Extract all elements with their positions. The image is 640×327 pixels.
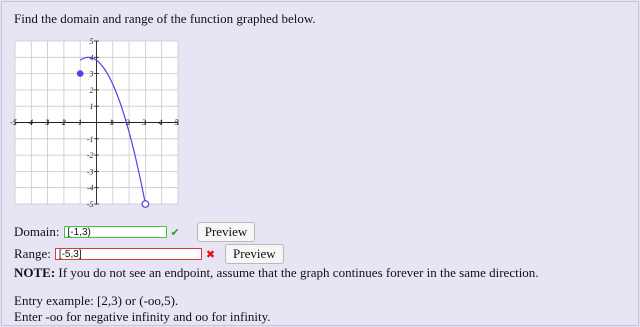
entry-example: Entry example: [2,3) or (-oo,5). — [14, 293, 179, 308]
question-panel — [1, 1, 639, 326]
y-tick-label: -2 — [86, 151, 94, 161]
note-text — [14, 265, 539, 281]
x-tick-label: -4 — [26, 118, 34, 127]
y-tick-label: 3 — [89, 69, 94, 79]
open-endpoint — [142, 201, 149, 208]
domain-label: Domain: — [14, 224, 60, 239]
function-graph — [6, 37, 186, 209]
x-tick-label: -2 — [59, 118, 66, 127]
x-tick-label: -5 — [10, 118, 17, 127]
incorrect-x-icon: ✖ — [205, 248, 216, 261]
domain-row — [14, 222, 255, 242]
y-tick-label: -1 — [86, 134, 94, 144]
range-label: Range: — [14, 246, 51, 261]
y-tick-label: -4 — [86, 183, 94, 193]
x-tick-label: 5 — [174, 118, 179, 127]
y-tick-label: -3 — [86, 167, 94, 177]
x-tick-label: 3 — [141, 118, 146, 127]
closed-endpoint — [77, 70, 84, 77]
y-tick-label: 1 — [89, 102, 94, 112]
question-text: Find the domain and range of the function graphed below. — [14, 11, 316, 26]
range-row — [14, 244, 284, 264]
x-tick-label: -3 — [42, 118, 50, 127]
x-tick-label: -1 — [75, 118, 83, 127]
domain-input[interactable]: [-1,3) — [64, 226, 167, 238]
x-tick-label: 1 — [109, 118, 114, 127]
y-tick-label: 4 — [89, 53, 94, 63]
range-preview-button[interactable]: Preview — [225, 244, 284, 264]
y-tick-label: 5 — [89, 37, 94, 46]
y-tick-label: -5 — [86, 200, 94, 209]
correct-check-icon: ✔ — [170, 226, 180, 239]
domain-preview-button[interactable]: Preview — [197, 222, 256, 242]
y-tick-label: 2 — [89, 85, 94, 95]
note-body: If you do not see an endpoint, assume that the graph continues forever in the same direction. — [55, 265, 539, 280]
range-input[interactable]: [-5,3] — [55, 248, 202, 260]
x-tick-label: 4 — [158, 118, 163, 127]
note-label: NOTE: — [14, 265, 56, 280]
infinity-hint: Enter -oo for negative infinity and oo for infinity. — [14, 309, 271, 324]
x-tick-label: 2 — [125, 118, 130, 127]
